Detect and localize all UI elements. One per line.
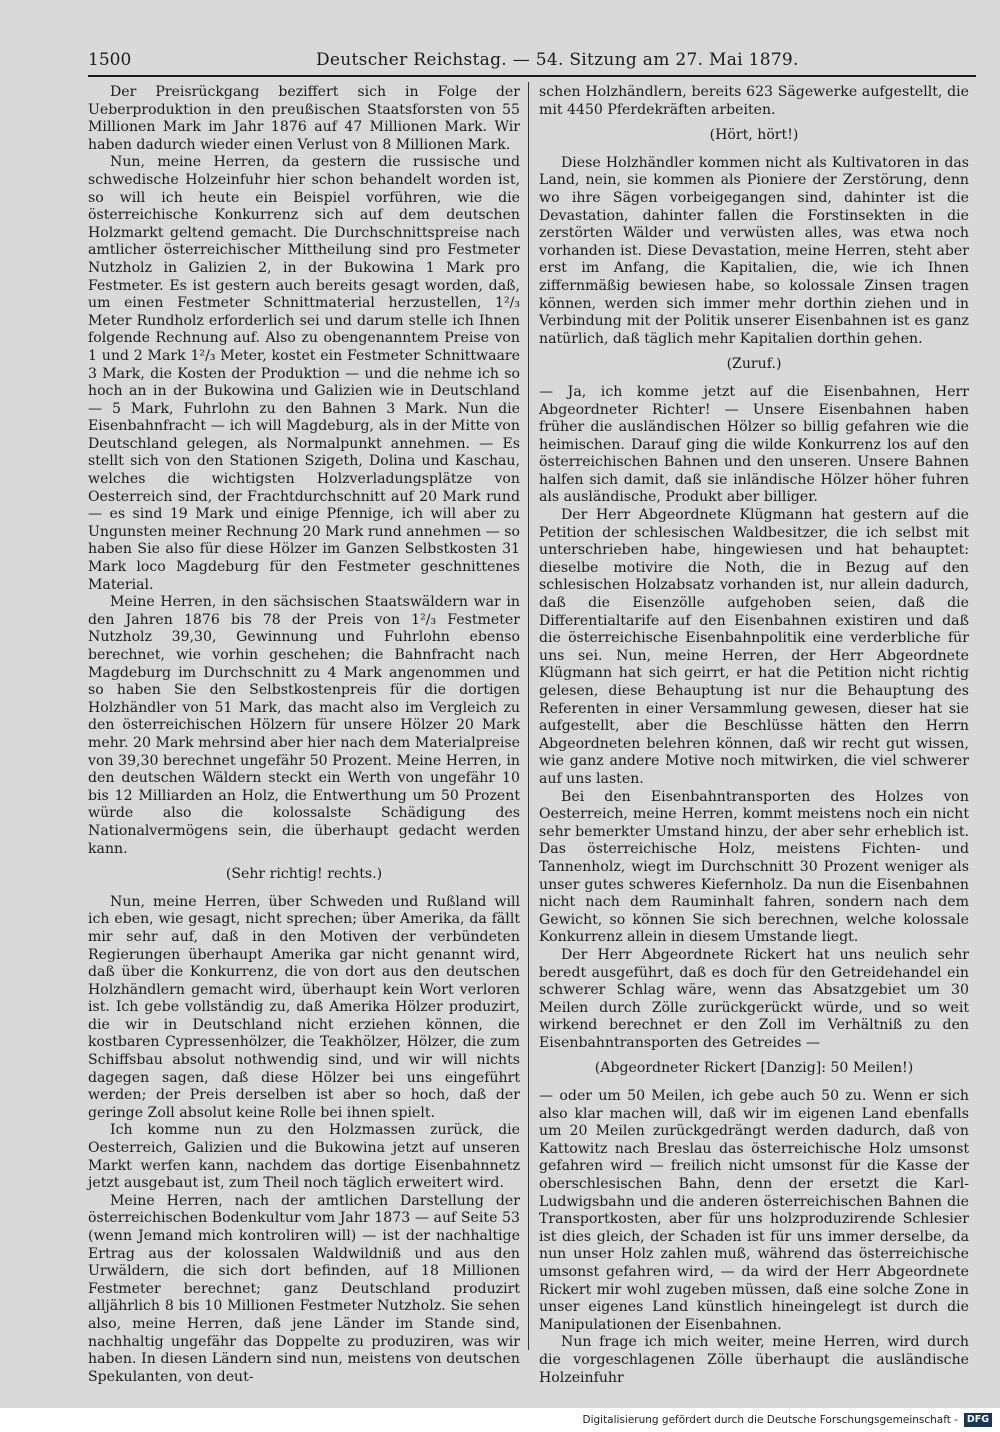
- interjection: (Hört, hört!): [709, 127, 799, 144]
- paragraph: Ich komme nun zu den Holzmassen zurück, die Oesterreich, Galizien und die Bukowina jetzt auf unseren Markt werfen kann, nachdem das dortige Eisenbahnnetz jetzt ausgebaut ist, zum Theil noch täglich erweitert wird.: [88, 1122, 520, 1192]
- page-header: [88, 47, 976, 73]
- paragraph: Der Preisrückgang beziffert sich in Folge der Ueberproduktion in den preußischen Staatsforsten von 55 Millionen Mark im Jahr 1876 auf 47 Millionen Mark. Wir haben dadurch wieder einen Verlust von 8 Millionen Mark.: [88, 84, 520, 153]
- running-title: Deutscher Reichstag. — 54. Sitzung am 27. Mai 1879.: [316, 50, 799, 70]
- interjection: (Zuruf.): [726, 356, 782, 373]
- paragraph: Meine Herren, nach der amtlichen Darstellung der österreichischen Bodenkultur vom Jahr 1873 — auf Seite 53 (wenn Jemand mich kontroliren will) — ist der nachhaltige Ertrag aus der kolossalen Waldwildniß und aus den Urwäldern, die sich dort befinden, auf 18 Millionen Festmeter berechnet; ganz Deutschland produzirt alljährlich 8 bis 10 Millionen Festmeter Nutzholz. Sie sehen also, meine Herren, daß jene Länder im Stande sind, nachhaltig ungefähr das Doppelte zu produziren, was wir haben. In diesen Ländern sind nun, meistens von deutschen Spekulanten, von deut-: [88, 1192, 520, 1385]
- column-divider: [528, 82, 529, 1350]
- paragraph: Nun frage ich mich weiter, meine Herren, wird durch die vorgeschlagenen Zölle überhaupt die ausländische Holzeinfuhr: [539, 1334, 969, 1386]
- interjection: (Sehr richtig! rechts.): [225, 866, 383, 883]
- paragraph: Nun, meine Herren, über Schweden und Rußland will ich eben, wie gesagt, nicht sprechen; über Amerika, da fällt mir sehr auf, daß in den Motiven der verbündeten Regierungen überhaupt Amerika gar nicht genannt wird, daß über die Konkurrenz, die von dort aus den deutschen Holzhändlern gemacht wird, überhaupt kein Wort verloren ist. Ich gebe vollständig zu, daß Amerika Hölzer produzirt, die wir in Deutschland nicht erziehen können, die kostbaren Cypressenhölzer, die Teakhölzer, Hölzer, die zum Schiffsbau absolut nothwendig sind, und wir will nichts dagegen sagen, daß diese Hölzer bei uns eingeführt werden; der Preis derselben ist aber so hoch, daß der geringe Zoll absolut keine Rolle bei ihnen spielt.: [88, 893, 520, 1121]
- interjection: (Abgeordneter Rickert [Danzig]: 50 Meilen!): [594, 1060, 914, 1077]
- paragraph: Der Herr Abgeordnete Rickert hat uns neulich sehr beredt ausgeführt, daß es doch für den Getreidehandel ein schwerer Schlag wäre, wenn das Absatzgebiet um 30 Meilen durch Zölle zurückgerückt würde, und so weit wirkend berechnet er den Zoll im Verhältniß zu den Eisenbahntransporten des Getreides —: [539, 946, 969, 1051]
- paragraph: Meine Herren, in den sächsischen Staatswäldern war in den Jahren 1876 bis 78 der Preis von 1²/₃ Festmeter Nutzholz 39,30, Gewinnung und Fuhrlohn ebenso berechnet, wie vorhin geschehen; die Bahnfracht nach Magdeburg im Durchschnitt zu 4 Mark angenommen und so haben Sie den Selbstkostenpreis für die dortigen Holzhändler von 51 Mark, das macht also im Vergleich zu den österreichischen Hölzern für unsere Hölzer 20 Mark mehr. 20 Mark mehrsind aber hier nach dem Materialpreise von 39,30 berechnet ungefähr 50 Prozent. Meine Herren, in den deutschen Wäldern steckt ein Werth von ungefähr 10 bis 12 Milliarden an Holz, die Entwerthung um 50 Prozent würde also die kolossalste Schädigung des Nationalvermögens sein, die überhaupt gedacht werden kann.: [88, 594, 520, 857]
- paragraph: schen Holzhändlern, bereits 623 Sägewerke aufgestellt, die mit 4450 Pferdekräften arbeiten.: [539, 84, 969, 118]
- funding-credit: Digitalisierung gefördert durch die Deutsche Forschungsgemeinschaft -: [582, 1414, 958, 1426]
- right-column: [539, 84, 969, 1387]
- paragraph: — Ja, ich komme jetzt auf die Eisenbahnen, Herr Abgeordneter Richter! — Unsere Eisenbahnen haben früher die ausländischen Hölzer so billig gefahren wie die heimischen. Darauf ging die wilde Konkurrenz los auf den österreichischen Bahnen und den unseren. Unsere Bahnen halfen sich damit, daß sie inländische Hölzer höher fuhren als ausländische, Produkt aber billiger.: [539, 383, 969, 506]
- dfg-logo-icon: DFG: [964, 1413, 992, 1427]
- footer-bar: [0, 1408, 1000, 1432]
- paragraph: — oder um 50 Meilen, ich gebe auch 50 zu. Wenn er sich also klar machen will, daß wir im eigenen Land ebenfalls um 20 Meilen zurückgedrängt werden dadurch, daß von Kattowitz nach Breslau das österreichische Holz umsonst gefahren wird — freilich nicht umsonst für die Kasse der oberschlesischen Bahn, denn der ersetzt die Karl-Ludwigsbahn und die anderen österreichischen Bahnen die Transportkosten, aber für uns holzproduzirende Schlesier ist dies gleich, der Schaden ist für uns immer derselbe, da nun unser Holz zahlen muß, während das österreichische umsonst gefahren wird, — da wird der Herr Abgeordnete Rickert mir wohl zugeben müssen, daß eine solche Zone in unser eigenes Land künstlich hineingelegt ist durch die Manipulationen der Eisenbahnen.: [539, 1088, 969, 1333]
- paragraph: Nun, meine Herren, da gestern die russische und schwedische Holzeinfuhr hier schon behandelt worden ist, so will ich heute ein Beispiel vorführen, wie die österreichische Konkurrenz sich auf dem deutschen Holzmarkt geltend gemacht. Die Durchschnittspreise nach amtlicher österreichischer Mittheilung sind pro Festmeter Nutzholz in Galizien 2, in der Bukowina 1 Mark pro Festmeter. Es ist gestern auch bereits gesagt worden, daß, um einen Festmeter Schnittmaterial herzustellen, 1²/₃ Meter Rundholz erforderlich sei und darum stelle ich Ihnen folgende Rechnung auf. Also zu obengenanntem Preise von 1 und 2 Mark 1²/₃ Meter, kostet ein Festmeter Schnittwaare 3 Mark, die Kosten der Produktion — und die nehme ich so hoch an in der Bukowina und Galizien wie in Deutschland — 5 Mark, Fuhrlohn zu den Bahnen 3 Mark. Nun die Eisenbahnfracht — ich will Magdeburg, als in der Mitte von Deutschland gelegen, als Normalpunkt annehmen. — Es stellt sich von den Stationen Szigeth, Dolina und Kaschau, welches die wichtigsten Holzverladungsplätze von Oesterreich sind, der Frachtdurchschnitt auf 20 Mark rund — es sind 19 Mark und einige Pfennige, ich will aber zu Ungunsten meiner Rechnung 20 Mark rund annehmen — so haben Sie also für diese Hölzer im Ganzen Selbstkosten 31 Mark loco Magdeburg für den Festmeter geschnittenes Material.: [88, 154, 520, 593]
- page-number: 1500: [88, 50, 132, 70]
- header-rule: [88, 75, 976, 77]
- paragraph: Bei den Eisenbahntransporten des Holzes von Oesterreich, meine Herren, kommt meistens noch ein nicht sehr bemerkter Umstand hinzu, der aber sehr erheblich ist. Das österreichische Holz, meistens Fichten- und Tannenholz, wiegt im Durchschnitt 30 Prozent weniger als unser gutes schweres Kiefernholz. Da nun die Eisenbahnen nicht nach dem Rauminhalt fahren, sondern nach dem Gewicht, so können Sie sich berechnen, welche kolossale Konkurrenz allein in diesem Umstande liegt.: [539, 788, 969, 946]
- paragraph: Diese Holzhändler kommen nicht als Kultivatoren in das Land, nein, sie kommen als Pioniere der Zerstörung, denn wo ihre Sägen vorbeigegangen sind, dahinter ist die Devastation, dahinter fallen die Forstinsekten in die zerstörten Wälder und verwüsten alles, was etwa noch vorhanden ist. Diese Devastation, meine Herren, steht aber erst im Anfang, die Kapitalien, die, wie ich Ihnen ziffernmäßig bewiesen habe, so kolossale Zinsen tragen können, werden sich immer mehr dorthin ziehen und in Verbindung mit der Politik unserer Eisenbahnen ist es ganz natürlich, daß täglich mehr Kapitalien dorthin gehen.: [539, 154, 969, 347]
- paragraph: Der Herr Abgeordnete Klügmann hat gestern auf die Petition der schlesischen Waldbesitzer, die ich selbst mit unterschrieben habe, hingewiesen und hat behauptet: dieselbe motivire die Noth, die in Bezug auf den schlesischen Holzabsatz vorhanden ist, nur allein dadurch, daß die Eisenzölle aufgehoben seien, daß die Differentialtarife auf den Eisenbahnen existiren und daß die österreichische Eisenbahnpolitik eine verderbliche für uns sei. Nun, meine Herren, der Herr Abgeordnete Klügmann hat sich geirrt, er hat die Petition nicht richtig gelesen, diese Behauptung ist nur die Behauptung des Referenten in einer Versammlung gewesen, dieser hat sie aufgestellt, aber die Beschlüsse hätten den Herrn Abgeordneten belehren können, daß wir recht gut wissen, wie ganz andere Motive noch mitwirken, die viel schwerer auf uns lasten.: [539, 507, 969, 787]
- left-column: [88, 84, 520, 1386]
